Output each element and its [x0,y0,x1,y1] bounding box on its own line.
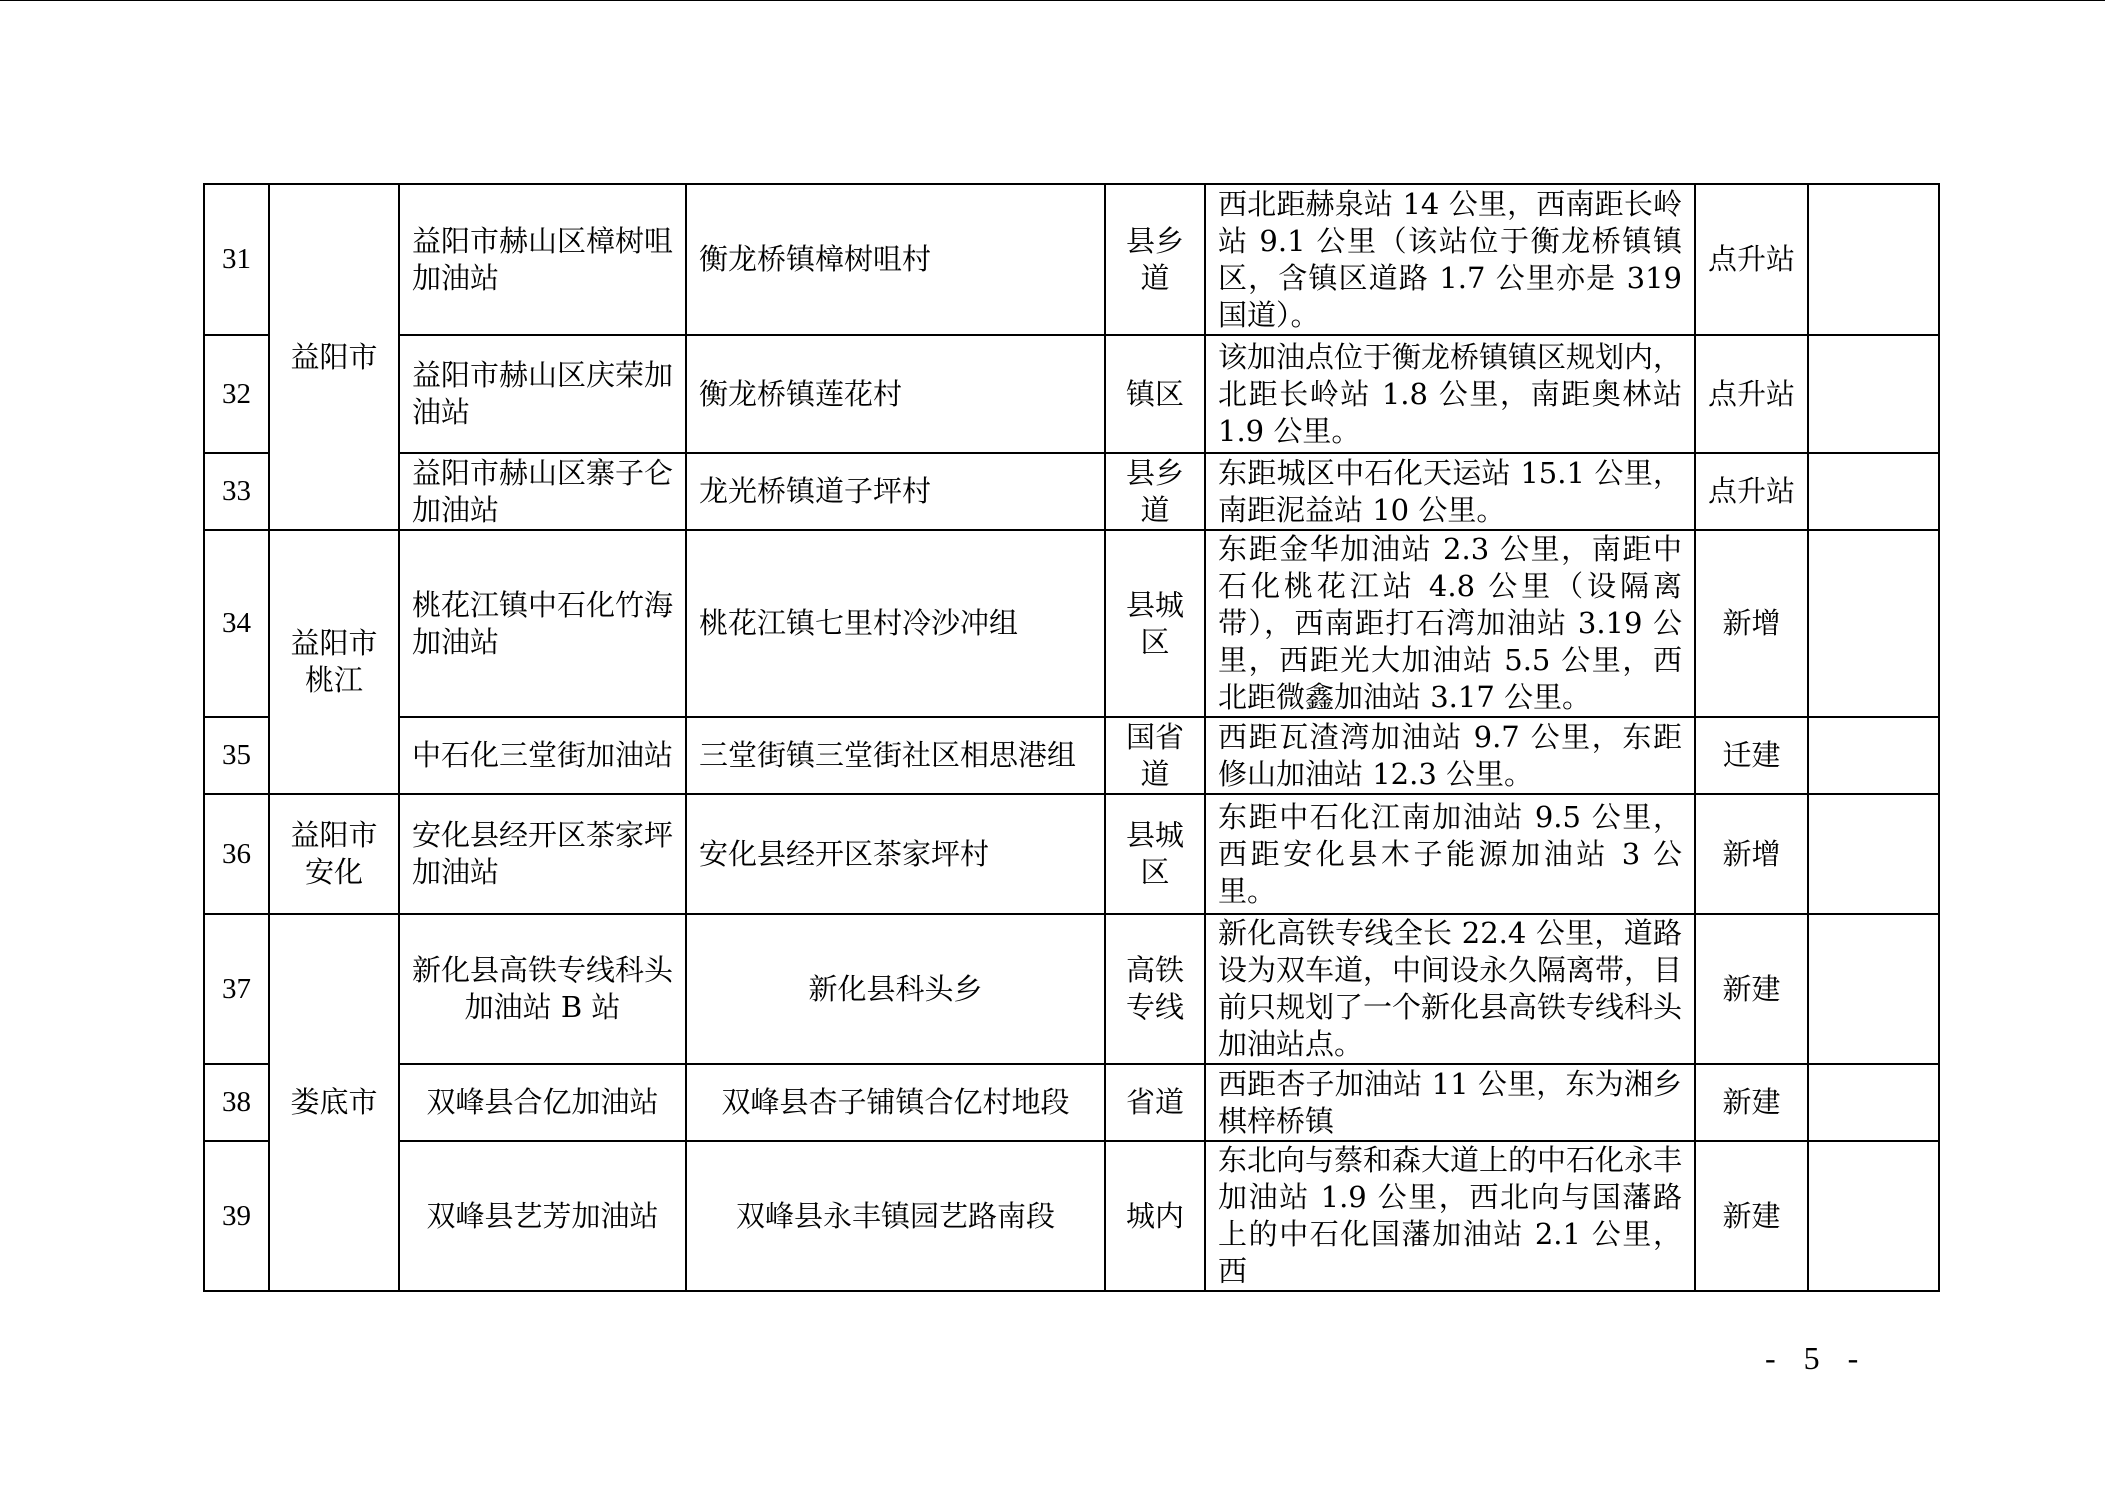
note-cell [1808,184,1939,335]
road-category: 县乡道 [1105,184,1205,335]
station-location: 三堂街镇三堂街社区相思港组 [686,717,1105,794]
row-number: 37 [204,914,269,1064]
station-name: 桃花江镇中石化竹海加油站 [399,530,686,717]
table-row [204,184,1939,335]
construction-type: 新增 [1695,530,1808,717]
city-cell: 益阳市桃江 [269,530,399,794]
station-location: 龙光桥镇道子坪村 [686,453,1105,530]
note-cell [1808,1064,1939,1141]
station-name: 新化县高铁专线科头加油站 B 站 [399,914,686,1064]
station-location: 桃花江镇七里村冷沙冲组 [686,530,1105,717]
station-location: 新化县科头乡 [686,914,1105,1064]
city-cell: 益阳市 [269,184,399,530]
distance-description: 新化高铁专线全长 22.4 公里，道路设为双车道，中间设永久隔离带，目前只规划了一个新化县高铁专线科头加油站点。 [1205,914,1695,1064]
construction-type: 点升站 [1695,335,1808,453]
construction-type: 新建 [1695,1141,1808,1291]
distance-description: 东距金华加油站 2.3 公里，南距中石化桃花江站 4.8 公里（设隔离带），西南距打石湾加油站 3.19 公里，西距光大加油站 5.5 公里，西北距微鑫加油站 3.17 公里。 [1205,530,1695,717]
gas-station-table [203,183,1940,1292]
construction-type: 迁建 [1695,717,1808,794]
road-category: 高铁专线 [1105,914,1205,1064]
distance-description: 西北距赫泉站 14 公里，西南距长岭站 9.1 公里（该站位于衡龙桥镇镇区，含镇区道路 1.7 公里亦是 319 国道）。 [1205,184,1695,335]
note-cell [1808,453,1939,530]
page-number: - 5 - [1765,1340,1869,1376]
distance-description: 西距杏子加油站 11 公里，东为湘乡棋梓桥镇 [1205,1064,1695,1141]
station-location: 双峰县永丰镇园艺路南段 [686,1141,1105,1291]
table-row [204,717,1939,794]
note-cell [1808,530,1939,717]
note-cell [1808,1141,1939,1291]
road-category: 县乡道 [1105,453,1205,530]
station-name: 益阳市赫山区寨子仑加油站 [399,453,686,530]
station-name: 安化县经开区茶家坪加油站 [399,794,686,914]
station-name: 益阳市赫山区樟树咀加油站 [399,184,686,335]
top-rule [0,0,2105,1]
note-cell [1808,794,1939,914]
city-cell: 益阳市安化 [269,794,399,914]
station-name: 双峰县合亿加油站 [399,1064,686,1141]
distance-description: 该加油点位于衡龙桥镇镇区规划内，北距长岭站 1.8 公里，南距奥林站 1.9 公里。 [1205,335,1695,453]
row-number: 38 [204,1064,269,1141]
row-number: 35 [204,717,269,794]
road-category: 县城区 [1105,794,1205,914]
station-location: 双峰县杏子铺镇合亿村地段 [686,1064,1105,1141]
distance-description: 东距中石化江南加油站 9.5 公里，西距安化县木子能源加油站 3 公里。 [1205,794,1695,914]
construction-type: 点升站 [1695,184,1808,335]
distance-description: 东北向与蔡和森大道上的中石化永丰加油站 1.9 公里，西北向与国藩路上的中石化国藩加油站 2.1 公里，西 [1205,1141,1695,1291]
road-category: 县城区 [1105,530,1205,717]
table-row [204,335,1939,453]
row-number: 32 [204,335,269,453]
construction-type: 新增 [1695,794,1808,914]
note-cell [1808,914,1939,1064]
distance-description: 东距城区中石化天运站 15.1 公里，南距泥益站 10 公里。 [1205,453,1695,530]
table-row [204,530,1939,717]
table-row [204,794,1939,914]
road-category: 城内 [1105,1141,1205,1291]
station-name: 中石化三堂街加油站 [399,717,686,794]
table-row [204,914,1939,1064]
road-category: 镇区 [1105,335,1205,453]
station-location: 衡龙桥镇莲花村 [686,335,1105,453]
row-number: 39 [204,1141,269,1291]
construction-type: 新建 [1695,1064,1808,1141]
note-cell [1808,717,1939,794]
station-location: 安化县经开区茶家坪村 [686,794,1105,914]
station-location: 衡龙桥镇樟树咀村 [686,184,1105,335]
road-category: 国省道 [1105,717,1205,794]
city-cell: 娄底市 [269,914,399,1291]
station-name: 益阳市赫山区庆荣加油站 [399,335,686,453]
distance-description: 西距瓦渣湾加油站 9.7 公里，东距修山加油站 12.3 公里。 [1205,717,1695,794]
row-number: 34 [204,530,269,717]
row-number: 36 [204,794,269,914]
construction-type: 新建 [1695,914,1808,1064]
table-row [204,1064,1939,1141]
station-name: 双峰县艺芳加油站 [399,1141,686,1291]
construction-type: 点升站 [1695,453,1808,530]
row-number: 33 [204,453,269,530]
table-row [204,1141,1939,1291]
row-number: 31 [204,184,269,335]
note-cell [1808,335,1939,453]
road-category: 省道 [1105,1064,1205,1141]
table-row [204,453,1939,530]
